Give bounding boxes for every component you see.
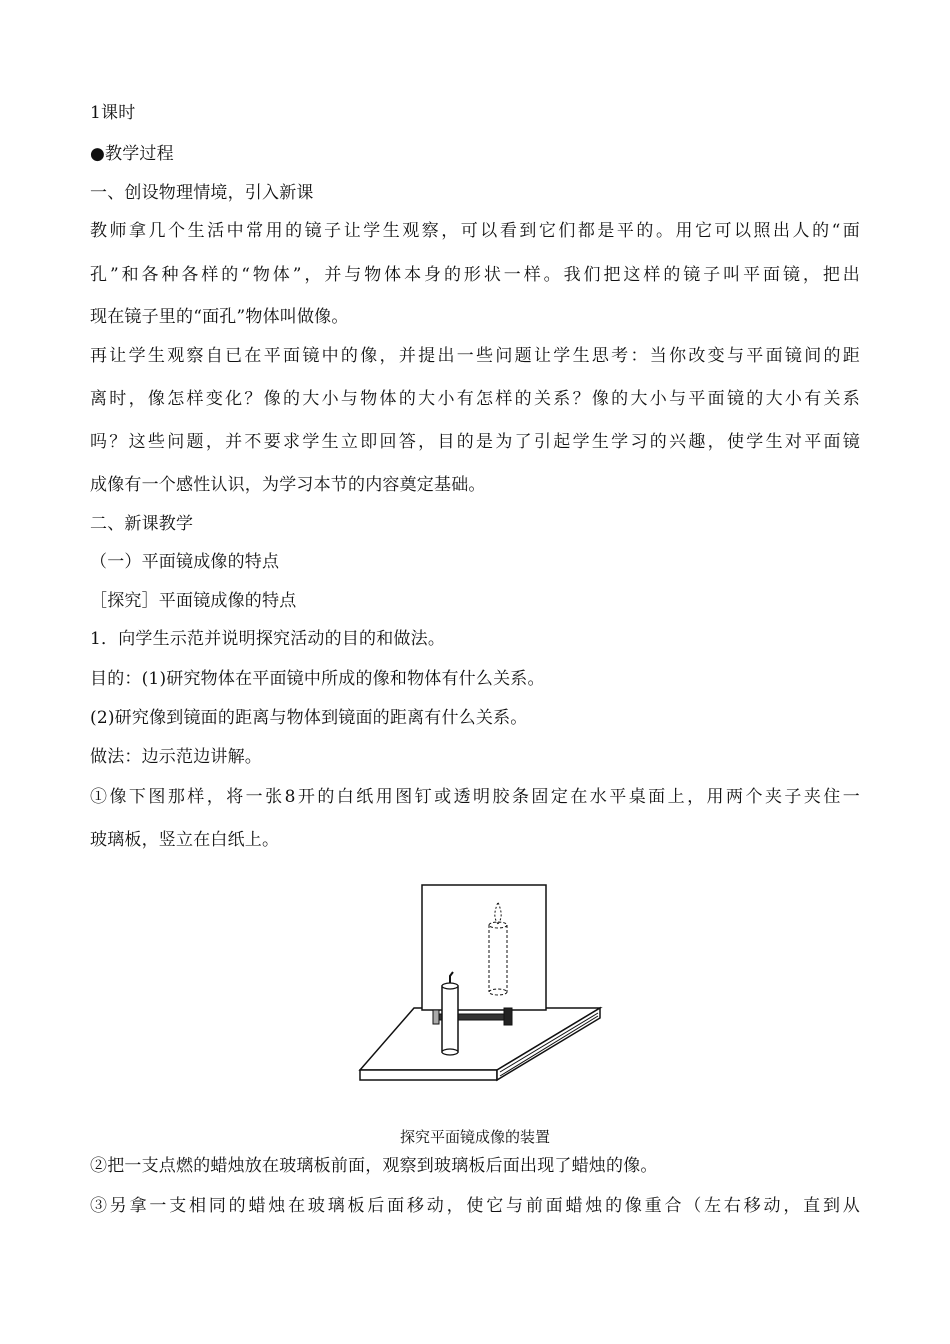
heading-new-lesson: 二、新课教学 (90, 514, 194, 534)
paragraph-1-line-2: 孔”和各种各样的“物体”，并与物体本身的形状一样。我们把这样的镜子叫平面镜，把出 (90, 265, 860, 285)
mirror-experiment-apparatus-illustration (352, 880, 612, 1090)
paragraph-1-line-1: 教师拿几个生活中常用的镜子让学生观察，可以看到它们都是平的。用它可以照出人的“面 (90, 221, 860, 241)
subheading-explore: ［探究］平面镜成像的特点 (90, 591, 297, 611)
section-heading-teaching-process: ●教学过程 (90, 144, 174, 164)
paragraph-2-line-1: 再让学生观察自已在平面镜中的像，并提出一些问题让学生思考：当你改变与平面镜间的距 (90, 346, 860, 366)
step-1: 1．向学生示范并说明探究活动的目的和做法。 (90, 629, 446, 649)
paragraph-2-line-4: 成像有一个感性认识，为学习本节的内容奠定基础。 (90, 475, 486, 495)
instruction-3-line-1: ③另拿一支相同的蜡烛在玻璃板后面移动，使它与前面蜡烛的像重合（左右移动，直到从 (90, 1196, 860, 1216)
purpose-1: 目的：(1)研究物体在平面镜中所成的像和物体有什么关系。 (90, 669, 545, 689)
figure-caption: 探究平面镜成像的装置 (399, 1128, 550, 1146)
paragraph-1-line-3: 现在镜子里的“面孔”物体叫做像。 (90, 307, 349, 327)
instruction-1-line-2: 玻璃板，竖立在白纸上。 (90, 830, 280, 850)
lesson-count: 1课时 (90, 103, 136, 123)
heading-intro: 一、创设物理情境，引入新课 (90, 183, 314, 203)
paragraph-2-line-3: 吗？这些问题，并不要求学生立即回答，目的是为了引起学生学习的兴趣，使学生对平面镜 (90, 432, 860, 452)
instruction-2: ②把一支点燃的蜡烛放在玻璃板前面，观察到玻璃板后面出现了蜡烛的像。 (90, 1156, 658, 1176)
purpose-2: (2)研究像到镜面的距离与物体到镜面的距离有什么关系。 (90, 708, 528, 728)
instruction-1-line-1: ①像下图那样，将一张8开的白纸用图钉或透明胶条固定在水平桌面上，用两个夹子夹住一 (90, 787, 860, 807)
subheading-features: （一）平面镜成像的特点 (90, 552, 280, 572)
method: 做法：边示范边讲解。 (90, 747, 262, 767)
paragraph-2-line-2: 离时，像怎样变化？像的大小与物体的大小有怎样的关系？像的大小与平面镜的大小有关系 (90, 389, 860, 409)
